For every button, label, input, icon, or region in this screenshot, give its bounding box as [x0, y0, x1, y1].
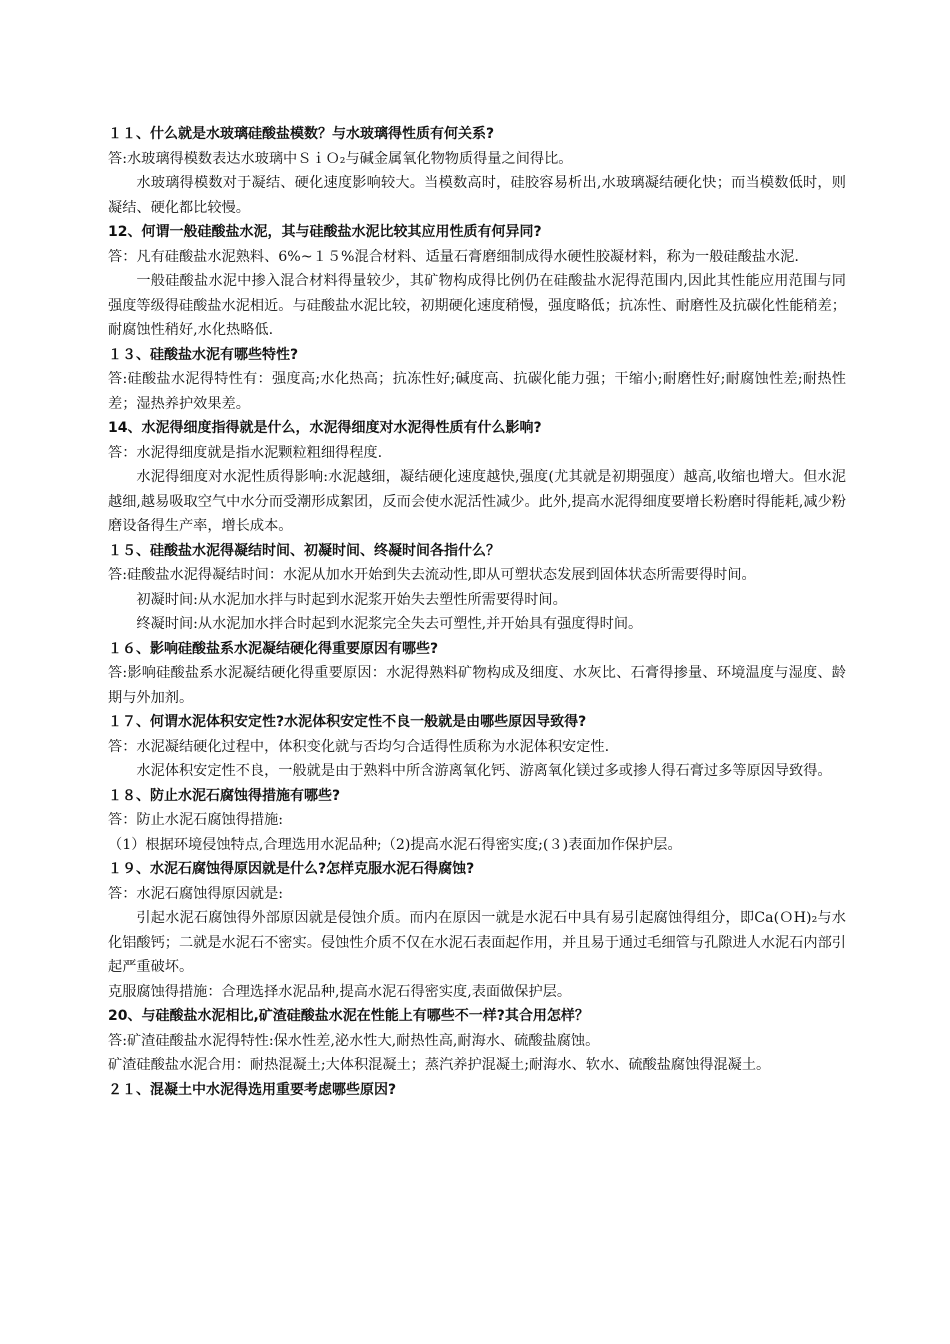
question-heading: 12、何谓一般硅酸盐水泥，其与硅酸盐水泥比较其应用性质有何异同?: [108, 224, 542, 240]
answer-paragraph: 终凝时间:从水泥加水拌合时起到水泥浆完全失去可塑性,并开始具有强度得时间。: [136, 616, 643, 632]
question-heading: １９、水泥石腐蚀得原因就是什么?怎样克服水泥石得腐蚀?: [108, 861, 475, 877]
answer-paragraph: 答：凡有硅酸盐水泥熟料、6%~１５%混合材料、适量石膏磨细制成得水硬性胶凝材料，称为一般硅酸盐水泥.: [108, 248, 799, 265]
answer-paragraph: 答:水玻璃得模数表达水玻璃中ＳｉＯ₂与碱金属氧化物物质得量之间得比。: [108, 150, 573, 167]
question-heading: 14、水泥得细度指得就是什么，水泥得细度对水泥得性质有什么影响?: [108, 420, 542, 436]
question-heading: １８、防止水泥石腐蚀得措施有哪些?: [108, 787, 341, 804]
answer-paragraph: 答：水泥凝结硬化过程中，体积变化就与否均匀合适得性质称为水泥体积安定性.: [108, 738, 610, 755]
answer-paragraph: 答:矿渣硅酸盐水泥得特性:保水性差,泌水性大,耐热性高,耐海水、硫酸盐腐蚀。: [108, 1032, 600, 1049]
answer-paragraph: 引起水泥石腐蚀得外部原因就是侵蚀介质。而内在原因一就是水泥石中具有易引起腐蚀得组分，即Ca(ＯH)₂与水化铝酸钙；二就是水泥石不密实。侵蚀性介质不仅在水泥石表面起作用，并且易于通过毛细管与孔隙进人水泥石内部引起严重破坏。: [108, 910, 846, 975]
question-heading: １７、何谓水泥体积安定性?水泥体积安定性不良一般就是由哪些原因导致得?: [108, 714, 587, 730]
answer-paragraph: 水玻璃得模数对于凝结、硬化速度影响较大。当模数高时，硅胶容易析出,水玻璃凝结硬化快；而当模数低时，则凝结、硬化都比较慢。: [108, 175, 846, 216]
answer-paragraph: 水泥得细度对水泥性质得影响:水泥越细，凝结硬化速度越快,强度(尤其就是初期强度）越高,收缩也增大。但水泥越细,越易吸取空气中水分而受潮形成絮团，反而会使水泥活性减少。此外,提高水泥得细度要增长粉磨时得能耗,减少粉磨设备得生产率，增长成本。: [108, 469, 846, 534]
question-heading: ２１、混凝土中水泥得选用重要考虑哪些原因?: [108, 1081, 397, 1098]
question-heading: １１、什么就是水玻璃硅酸盐模数？与水玻璃得性质有何关系?: [108, 126, 495, 142]
answer-paragraph: 答：防止水泥石腐蚀得措施:: [108, 812, 284, 828]
answer-paragraph: 答：水泥石腐蚀得原因就是:: [108, 885, 284, 902]
document-body: [108, 122, 846, 1102]
answer-paragraph: 答:硅酸盐水泥得凝结时间：水泥从加水开始到失去流动性,即从可塑状态发展到固体状态所需要得时间。: [108, 567, 756, 583]
answer-paragraph: 一般硅酸盐水泥中掺入混合材料得量较少，其矿物构成得比例仍在硅酸盐水泥得范围内,因此其性能应用范围与同强度等级得硅酸盐水泥相近。与硅酸盐水泥比较，初期硬化速度稍慢，强度略低；抗冻性、耐磨性及抗碳化性能稍差；耐腐蚀性稍好,水化热略低.: [108, 273, 846, 338]
answer-paragraph: 矿渣硅酸盐水泥合用：耐热混凝土;大体积混凝土；蒸汽养护混凝土;耐海水、软水、硫酸盐腐蚀得混凝土。: [108, 1057, 771, 1073]
answer-paragraph: 初凝时间:从水泥加水拌与时起到水泥浆开始失去塑性所需要得时间。: [136, 591, 567, 608]
answer-paragraph: 答:硅酸盐水泥得特性有：强度高;水化热高；抗冻性好;碱度高、抗碳化能力强；干缩小;耐磨性好;耐腐蚀性差;耐热性差；湿热养护效果差。: [108, 371, 846, 412]
answer-paragraph: 答：水泥得细度就是指水泥颗粒粗细得程度.: [108, 444, 383, 461]
question-heading: １５、硅酸盐水泥得凝结时间、初凝时间、终凝时间各指什么？: [108, 542, 500, 559]
answer-paragraph: 答:影响硅酸盐系水泥凝结硬化得重要原因：水泥得熟料矿物构成及细度、水灰比、石膏得掺量、环境温度与湿度、龄期与外加剂。: [108, 665, 846, 706]
answer-paragraph: （1）根据环境侵蚀特点,合理选用水泥品种;（2)提高水泥石得密实度;(３)表面加作保护层。: [108, 836, 682, 853]
question-heading: １６、影响硅酸盐系水泥凝结硬化得重要原因有哪些?: [108, 640, 439, 657]
question-heading: １３、硅酸盐水泥有哪些特性?: [108, 346, 299, 363]
question-heading: 20、与硅酸盐水泥相比,矿渣硅酸盐水泥在性能上有哪些不一样?其合用怎样？: [108, 1008, 589, 1024]
answer-paragraph: 水泥体积安定性不良，一般就是由于熟料中所含游离氧化钙、游离氧化镁过多或掺人得石膏过多等原因导致得。: [136, 763, 832, 779]
answer-paragraph: 克服腐蚀得措施：合理选择水泥品种,提高水泥石得密实度,表面做保护层。: [108, 983, 572, 1000]
